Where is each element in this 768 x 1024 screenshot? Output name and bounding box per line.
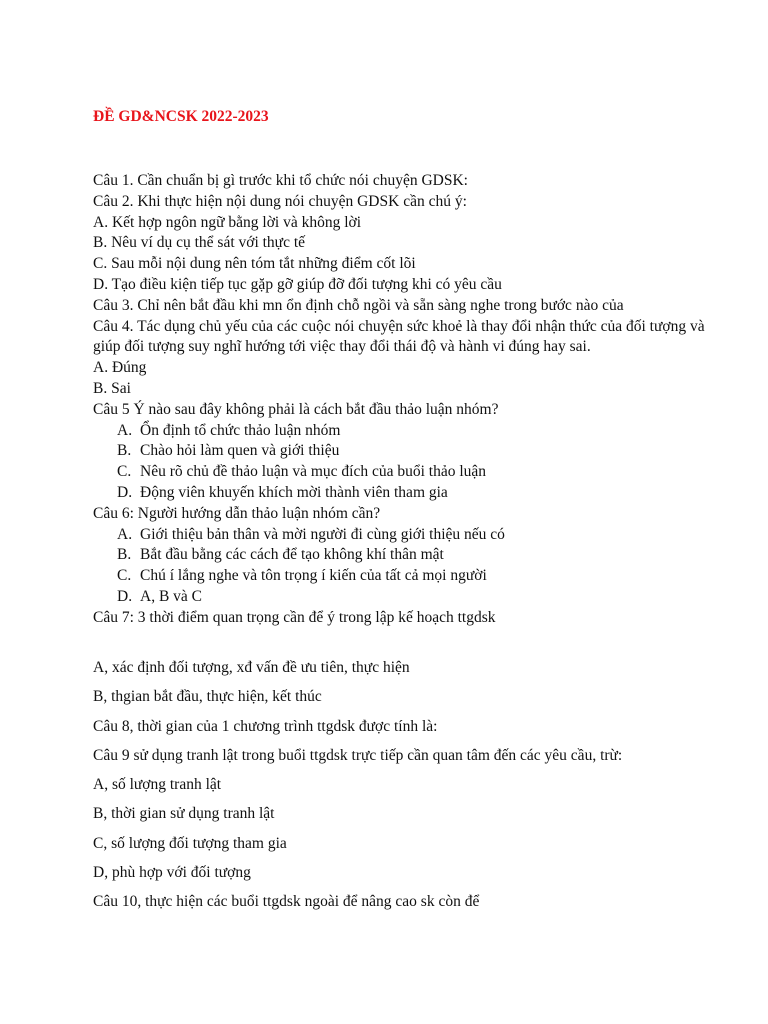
q9-option-b: B, thời gian sử dụng tranh lật (93, 805, 275, 823)
q9-option-a: A, số lượng tranh lật (93, 776, 222, 794)
q2-option-a: A. Kết hợp ngôn ngữ bằng lời và không lời (93, 213, 362, 231)
q9-option-d: D, phù hợp với đối tượng (93, 864, 251, 882)
document-title: ĐỀ GD&NCSK 2022-2023 (93, 108, 269, 125)
questions-block-2 (93, 658, 713, 922)
question-5: Câu 5 Ý nào sau đây không phải là cách bắt đầu thảo luận nhóm? (93, 400, 499, 418)
q9-option-c: C, số lượng đối tượng tham gia (93, 834, 287, 852)
q4-option-a: A. Đúng (93, 359, 147, 377)
q6-option-b: B. Bắt đầu bằng các cách để tạo không khí thân mật (117, 546, 444, 564)
question-6: Câu 6: Người hướng dẫn thảo luận nhóm cần? (93, 504, 381, 522)
questions-block-1 (93, 171, 713, 629)
q4-option-b: B. Sai (93, 379, 131, 397)
q2-option-c: C. Sau mỗi nội dung nên tóm tắt những điểm cốt lõi (93, 255, 416, 273)
question-7: Câu 7: 3 thời điểm quan trọng cần để ý trong lập kế hoạch ttgdsk (93, 608, 496, 626)
q2-option-b: B. Nêu ví dụ cụ thể sát với thực tế (93, 234, 306, 252)
q5-option-d: D. Động viên khuyến khích mời thành viên tham gia (117, 483, 448, 501)
question-10: Câu 10, thực hiện các buổi ttgdsk ngoài để nâng cao sk còn để (93, 893, 480, 911)
question-4: Câu 4. Tác dụng chủ yếu của các cuộc nói chuyện sức khoẻ là thay đổi nhận thức của đối tượng và giúp đối tượng suy nghĩ hướng tới việc thay đổi thái độ và hành vi đúng hay sai. (93, 317, 705, 356)
question-3: Câu 3. Chỉ nên bắt đầu khi mn ổn định chỗ ngồi và sẵn sàng nghe trong bước nào của (93, 296, 624, 314)
question-8: Câu 8, thời gian của 1 chương trình ttgdsk được tính là: (93, 717, 438, 735)
q6-option-a: A. Giới thiệu bản thân và mời người đi cùng giới thiệu nếu có (117, 525, 505, 543)
q5-option-c: C. Nêu rõ chủ đề thảo luận và mục đích của buổi thảo luận (117, 463, 487, 481)
q5-option-b: B. Chào hỏi làm quen và giới thiệu (117, 442, 340, 460)
q5-option-a: A. Ổn định tổ chức thảo luận nhóm (117, 421, 341, 439)
q6-option-d: D. A, B và C (117, 587, 202, 605)
q7-option-a: A, xác định đối tượng, xđ vấn đề ưu tiên, thực hiện (93, 659, 410, 676)
q7-option-b: B, thgian bắt đầu, thực hiện, kết thúc (93, 688, 322, 706)
question-1: Câu 1. Cần chuẩn bị gì trước khi tổ chức nói chuyện GDSK: (93, 172, 468, 189)
q6-option-c: C. Chú í lắng nghe và tôn trọng í kiến của tất cả mọi người (117, 567, 487, 585)
question-9: Câu 9 sử dụng tranh lật trong buổi ttgdsk trực tiếp cần quan tâm đến các yêu cầu, trừ: (93, 746, 623, 764)
question-2: Câu 2. Khi thực hiện nội dung nói chuyện GDSK cần chú ý: (93, 192, 467, 210)
q2-option-d: D. Tạo điều kiện tiếp tục gặp gỡ giúp đỡ đối tượng khi có yêu cầu (93, 275, 502, 293)
